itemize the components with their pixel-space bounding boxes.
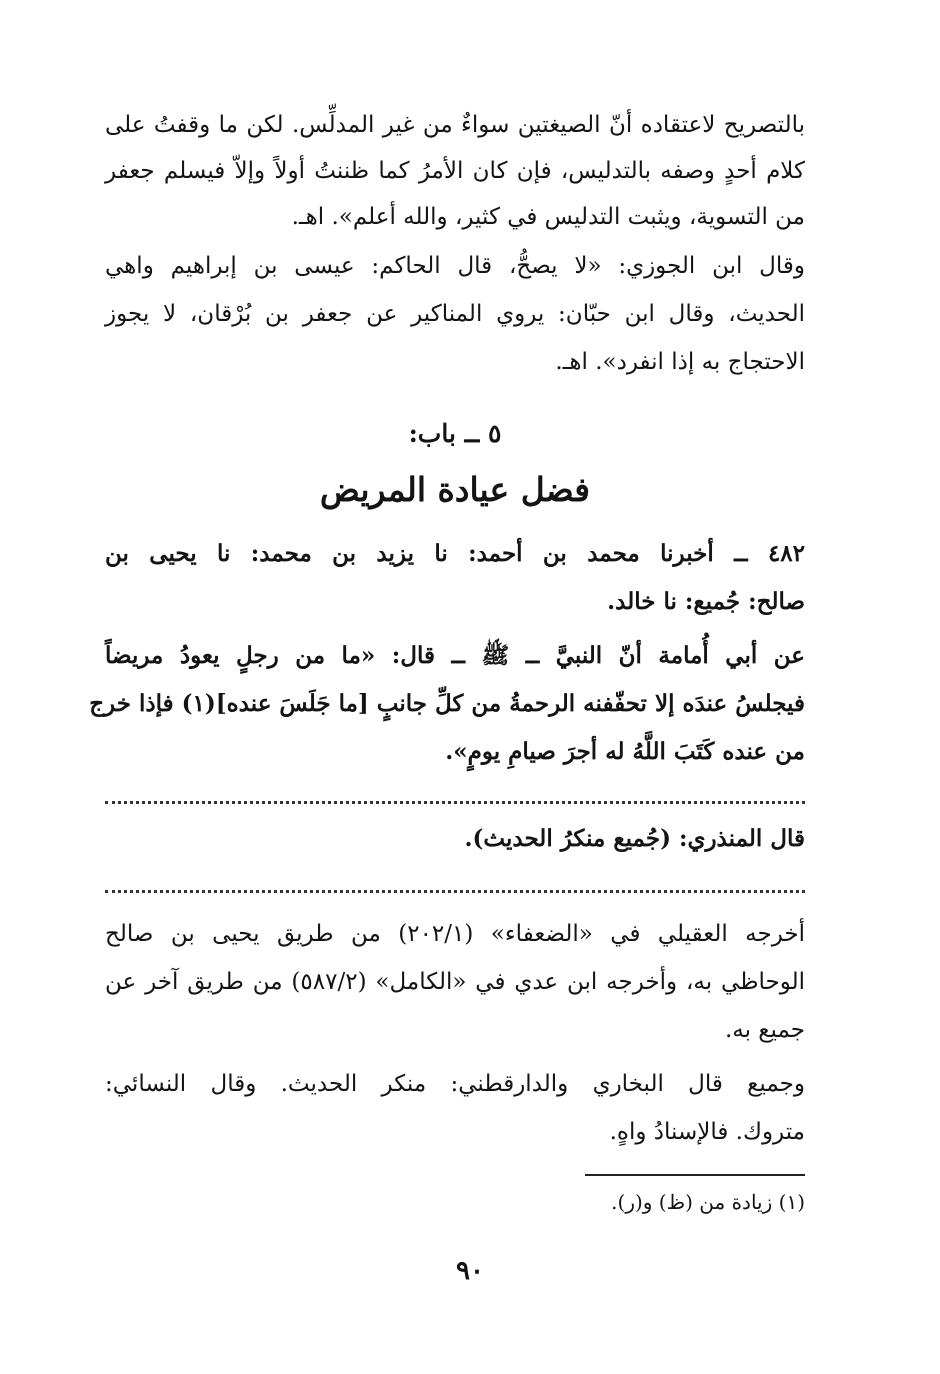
chapter-number: ٥ ــ باب: (408, 419, 502, 448)
text-line: أخرجه العقيلي في «الضعفاء» (٢٠٢/١) من طريق يحيى بن صالح (105, 921, 805, 947)
text-line: كلام أحدٍ وصفه بالتدليس، فإن كان الأمرُ كما ظننتُ أولاً وإلاّ فيسلم جعفر (105, 158, 805, 184)
hadith-matn (89, 632, 805, 776)
text-line: ٤٨٢ ــ أخبرنا محمد بن أحمد: نا يزيد بن محمد: نا يحيى بن (105, 540, 805, 567)
footnote: (١) زيادة من (ظ) و(ر). (611, 1190, 805, 1214)
paragraph-ibn-al-jawzi (105, 242, 805, 386)
text-line: الحديث، وقال ابن حبّان: يروي المناكير عن جعفر بن بُرْقان، لا يجوز (105, 301, 805, 327)
paragraph-tadlis (105, 102, 805, 240)
text-line: بالتصريح لاعتقاده أنّ الصيغتين سواءٌ من غير المدلِّس. لكن ما وقفتُ على (105, 112, 805, 138)
text-line: فيجلسُ عندَه إلا تحفّفنه الرحمةُ من كلِّ جانبٍ [ما جَلَسَ عنده](١) فإذا خرج (89, 690, 805, 717)
footnote-rule (585, 1174, 805, 1176)
dotted-separator (105, 801, 805, 804)
text-line: عن أبي أُمامة أنّ النبيَّ ــ ﷺ ــ قال: «ما من رجلٍ يعودُ مريضاً (105, 642, 805, 669)
text-line: الاحتجاج به إذا انفرد». اهـ. (555, 349, 805, 375)
text-line: من التسوية، ويثبت التدليس في كثير، والله أعلم». اهـ. (291, 204, 805, 230)
text-line: صالح: جُميع: نا خالد. (607, 588, 805, 615)
paragraph-verdict (105, 1060, 805, 1156)
dotted-separator (105, 890, 805, 893)
text-line: من عنده كَتَبَ اللَّهُ له أجرَ صيامِ يومٍ». (445, 738, 805, 765)
paragraph-takhrij (105, 910, 805, 1054)
text-line: وجميع قال البخاري والدارقطني: منكر الحديث. وقال النسائي: (105, 1071, 805, 1097)
text-line: الوحاظي به، وأخرجه ابن عدي في «الكامل» (٥٨٧/٢) من طريق آخر عن (105, 969, 806, 995)
hadith-isnad (105, 530, 805, 626)
text-line: جميع به. (724, 1017, 805, 1043)
text-line: وقال ابن الجوزي: «لا يصحُّ، قال الحاكم: عيسى بن إبراهيم واهي (105, 253, 805, 279)
page-number: ٩٠ (456, 1256, 484, 1286)
mundhiri-note: قال المنذري: (جُميع منكرُ الحديث). (464, 825, 805, 852)
text-line: متروك. فالإسنادُ واهٍ. (609, 1119, 805, 1145)
chapter-title: فضل عيادة المريض (319, 470, 591, 509)
